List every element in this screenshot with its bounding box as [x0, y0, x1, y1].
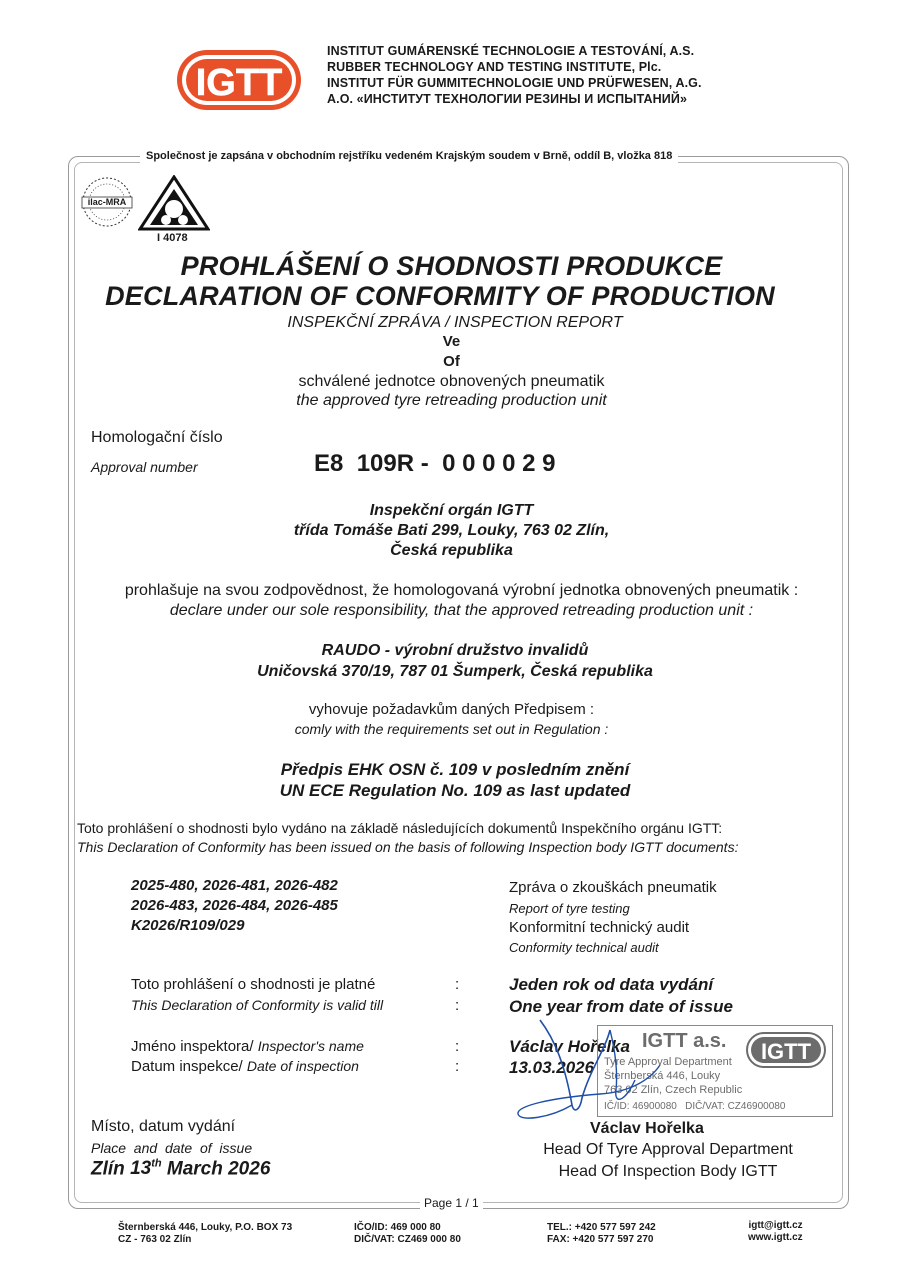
issue-city: Zlín	[91, 1158, 125, 1180]
inspection-date-label-cz: Datum inspekce/	[131, 1058, 243, 1075]
complies-cz: vyhovuje požadavkům daných Předpisem :	[308, 701, 595, 718]
report-label: INSPEKČNÍ ZPRÁVA / INSPECTION REPORT	[287, 314, 623, 331]
institute-name-de: INSTITUT FÜR GUMMITECHNOLOGIE UND PRÜFWESEN, A.G.	[327, 76, 702, 90]
manufacturer-address: Uničovská 370/19, 787 01 Šumperk, Česká republika	[257, 663, 653, 680]
cai-number: I 4078	[157, 232, 188, 244]
footer-address-line-1: Šternberská 446, Louky, P.O. BOX 73	[118, 1222, 293, 1233]
inspection-date: 13.03.2026	[509, 1058, 595, 1077]
regulation-cz: Předpis EHK OSN č. 109 v posledním znění	[280, 760, 630, 779]
footer-ico: IČO/ID: 469 000 80	[354, 1222, 441, 1233]
inspector-name: Václav Hořelka	[509, 1037, 630, 1056]
inspection-date-label-en: Date of inspection	[246, 1058, 359, 1074]
inspector-colon-2: :	[455, 1058, 460, 1075]
declare-cz: prohlašuje na svou zodpovědnost, že homologovaná výrobní jednotka obnovených pneumatik :	[124, 582, 799, 599]
inspector-name-label	[131, 1038, 364, 1055]
ilac-mra-logo	[80, 175, 134, 229]
approval-number: E8 109R - 0 0 0 0 2 9	[314, 450, 556, 477]
ilac-label: ilac-MRA	[87, 197, 127, 207]
unit-cz: schválené jednotce obnovených pneumatik	[298, 373, 605, 390]
issue-month-year: March 2026	[166, 1158, 271, 1180]
issue-label-cz: Místo, datum vydání	[91, 1118, 236, 1135]
footer-fax: FAX: +420 577 597 270	[547, 1234, 654, 1245]
issue-day: 13th	[130, 1158, 162, 1180]
footer-ids	[354, 1222, 461, 1246]
footer-address-line-2: CZ - 763 02 Zlín	[118, 1234, 192, 1245]
document-ids-3: K2026/R109/029	[131, 917, 245, 934]
footer-dic: DIČ/VAT: CZ469 000 80	[354, 1234, 461, 1245]
stamp-ids: IČ/ID: 46900080 DIČ/VAT: CZ46900080	[604, 1101, 786, 1112]
approval-label-cz: Homologační číslo	[91, 429, 223, 446]
page-number: Page 1 / 1	[420, 1196, 483, 1210]
validity-label-cz: Toto prohlášení o shodnosti je platné	[131, 976, 376, 993]
validity-value-cz: Jeden rok od data vydání	[509, 975, 714, 994]
stamp-street: Šternberská 446, Louky	[604, 1070, 721, 1082]
inspection-body-name: Inspekční orgán IGTT	[369, 502, 534, 519]
footer-tel: TEL.: +420 577 597 242	[547, 1222, 656, 1233]
inspection-body-country: Česká republika	[390, 542, 513, 559]
inspector-name-label-cz: Jméno inspektora/	[131, 1038, 254, 1055]
institute-name-cz: INSTITUT GUMÁRENSKÉ TECHNOLOGIE A TESTOVÁNÍ, A.S.	[327, 44, 695, 58]
signatory-role-2: Head Of Inspection Body IGTT	[558, 1163, 778, 1180]
basis-cz: Toto prohlášení o shodnosti bylo vydáno na základě následujících dokumentů Inspekčního orgánu IGTT:	[77, 820, 723, 836]
signatory-role-1: Head Of Tyre Approval Department	[543, 1141, 793, 1158]
doc-type-1-en: Report of tyre testing	[509, 901, 630, 916]
manufacturer-name: RAUDO - výrobní družstvo invalidů	[321, 642, 589, 659]
inspector-colon-1: :	[455, 1038, 460, 1055]
document-ids-1: 2025-480, 2026-481, 2026-482	[131, 877, 338, 894]
approval-label-en: Approval number	[91, 459, 198, 475]
validity-value-en: One year from date of issue	[509, 997, 733, 1016]
complies-en: comly with the requirements set out in Regulation :	[294, 721, 609, 737]
svg-text:IGTT: IGTT	[195, 62, 283, 104]
igtt-logo	[175, 44, 303, 116]
stamp-igtt-logo	[746, 1032, 826, 1068]
doc-type-1-cz: Zpráva o zkouškách pneumatik	[509, 879, 717, 896]
inspection-date-label	[131, 1058, 359, 1075]
doc-type-2-cz: Konformitní technický audit	[509, 919, 690, 936]
institute-name-ru: A.O. «ИНСТИТУТ ТЕХНОЛОГИИ РЕЗИНЫ И ИСПЫТАНИЙ»	[327, 92, 687, 106]
cai-logo	[138, 175, 210, 231]
footer-phone	[547, 1222, 656, 1246]
footer-contact	[748, 1220, 803, 1244]
footer-address	[118, 1222, 292, 1246]
document-ids-2: 2026-483, 2026-484, 2026-485	[131, 897, 338, 914]
institute-names	[327, 43, 702, 107]
svg-text:IGTT: IGTT	[760, 1039, 812, 1064]
unit-en: the approved tyre retreading production unit	[296, 392, 607, 409]
registry-note: Společnost je zapsána v obchodním rejstříku vedeném Krajským soudem v Brně, oddíl B, vložka 818	[140, 148, 678, 164]
issue-date	[91, 1158, 270, 1180]
ve-label: Ve	[442, 333, 461, 350]
footer-web[interactable]: www.igtt.cz	[748, 1232, 803, 1243]
handwritten-signature	[510, 1010, 720, 1130]
basis-en: This Declaration of Conformity has been issued on the basis of following Inspection body IGTT documents:	[77, 839, 739, 855]
stamp-dept: Tyre Approval Department	[604, 1056, 732, 1068]
regulation-en: UN ECE Regulation No. 109 as last updated	[279, 781, 631, 800]
footer-email[interactable]: igtt@igtt.cz	[748, 1220, 803, 1231]
igtt-logo-graphic	[175, 44, 303, 116]
title-cz: PROHLÁŠENÍ O SHODNOSTI PRODUKCE	[180, 251, 723, 281]
title-en: DECLARATION OF CONFORMITY OF PRODUCTION	[105, 281, 775, 311]
validity-colon-2: :	[455, 997, 460, 1014]
stamp-company: IGTT a.s.	[642, 1030, 727, 1052]
institute-name-en: RUBBER TECHNOLOGY AND TESTING INSTITUTE, Plc.	[327, 60, 662, 74]
validity-colon-1: :	[455, 976, 460, 993]
issue-label-en: Place and date of issue	[91, 1140, 253, 1156]
validity-label-en: This Declaration of Conformity is valid till	[131, 997, 384, 1013]
doc-type-2-en: Conformity technical audit	[509, 940, 659, 955]
declare-en: declare under our sole responsibility, that the approved retreading production unit :	[169, 602, 754, 619]
inspector-name-label-en: Inspector's name	[257, 1038, 364, 1054]
signatory-name: Václav Hořelka	[590, 1120, 704, 1137]
inspection-body-address: třída Tomáše Bati 299, Louky, 763 02 Zlín,	[293, 522, 610, 539]
of-label: Of	[443, 353, 460, 370]
stamp-city: 763 02 Zlín, Czech Republic	[604, 1084, 743, 1096]
